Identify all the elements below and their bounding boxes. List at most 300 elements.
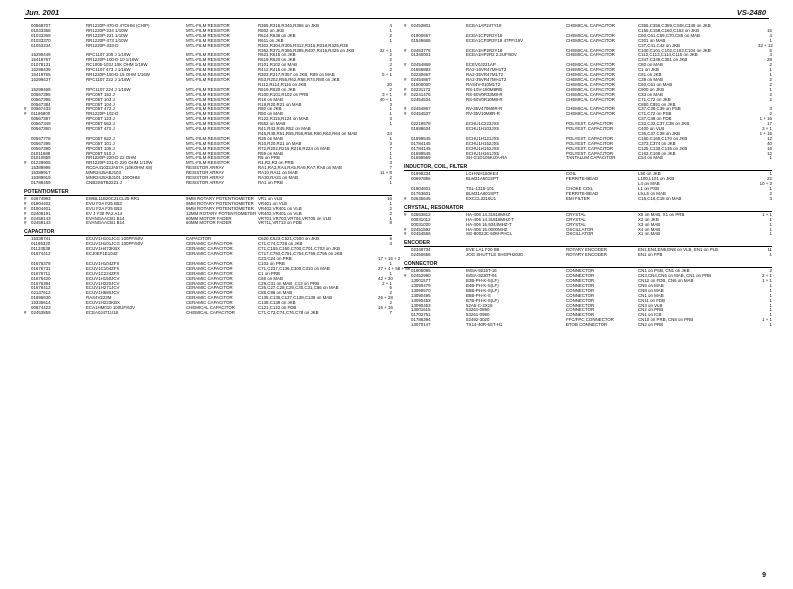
quantity-cell: 5 + 1 [382,72,392,78]
location-cell: R619,R620 on JKB [258,87,296,92]
description-cell: MTL-FILM RESISTOR [186,117,230,122]
part-number-cell: 01702751 [411,312,431,318]
quantity-cell: 1 + 1 [762,211,772,217]
part-number-cell: 01784145 [411,140,431,146]
part-number-cell: 01699545 [411,135,431,141]
part-name-cell: RPC05T 470 J [86,127,115,132]
part-number-cell: 00567390 [31,145,51,151]
description-cell: MTL-FILM RESISTOR [186,77,230,82]
description-cell: CHEMICAL CAPACITOR [566,87,615,92]
quantity-cell: 2 [769,81,772,87]
quantity-cell: 32 + 12 [758,42,773,48]
part-number-cell: 13090453 [411,302,431,308]
part-name-cell: RR1220P-473 1/10W [86,38,128,43]
description-cell: 60MM MOTOR FADER [186,221,232,226]
part-number-cell: 01698545 [411,150,431,156]
quantity-cell: 2 [389,300,392,306]
description-cell: CHEMICAL CAPACITOR [566,107,615,112]
quantity-cell: 1 [389,135,392,141]
description-cell: RESISTOR ARRAY [186,181,225,185]
part-number-cell: 15299439 [31,67,51,73]
part-number-cell: 02454556 [411,231,431,237]
location-cell: C717,C750,C751,C754,C755,C756 on JKB [258,252,343,257]
part-number-cell: 13090570 [411,287,431,293]
part-name-cell: RPC1107 105 J 1/16W [86,53,131,58]
location-cell: R302,R304,R305,R312,R315,R318,R325,R36 [258,43,349,48]
description-cell: 9MM ROTARY POTENTIOMETER [186,196,254,201]
quantity-cell: 1 [769,226,772,232]
location-cell: C347,C349,C351 on JKB [638,58,688,63]
location-cell: RA10,RA11 on MAB [258,171,298,176]
quantity-cell: 2 [769,62,772,68]
location-cell: R36 on MAB [258,136,283,141]
part-name-cell: RS-10V-180M8RB [466,87,503,92]
part-number-cell: 01900667 [411,32,431,38]
description-cell: CRYSTAL [566,212,586,217]
quantity-cell: 1 [389,155,392,161]
mark-cell: # [404,273,407,279]
location-cell: C135,C136,C137,C138,C139 on MAB [258,296,333,301]
part-name-cell: RAS4V223M [86,296,112,301]
part-name-cell: ECUV1H101JCG 100PF/50V [86,237,144,242]
part-number-cell: 02450656 [411,252,431,258]
part-number-cell: 01010859 [31,155,51,161]
description-cell: MTL-FILM RESISTOR [186,87,230,92]
quantity-cell: 2 [769,268,772,274]
location-cell: R72,R202,R215,R216,R224 on MAB [258,146,330,151]
location-cell: C23,C24 on PRB [258,256,292,261]
part-number-cell: 02454869 [411,62,431,68]
part-name-cell: LCH-NH150KE4 [466,172,499,177]
location-cell: R619,R620 on JKB [258,58,296,63]
description-cell: CHEMICAL CAPACITOR [186,310,235,315]
location-cell: CN1 on ICB [638,313,662,318]
quantity-cell: 2 [389,62,392,68]
quantity-cell: 7 [389,309,392,315]
part-name-cell: RPC05T 562 J [86,122,115,127]
description-cell: MTL-FILM RESISTOR [186,136,230,141]
header-rule [24,18,769,19]
location-cell: CN1 on MAB [638,293,664,298]
quantity-cell: 2 [389,86,392,92]
quantity-cell: 1 [769,292,772,298]
part-number-cell: 01676711 [31,270,51,276]
mark-cell: # [24,106,27,112]
quantity-cell: 1 [769,312,772,318]
description-cell: POLYEST. CAPACITOR [566,127,614,132]
part-number-cell: 02137612 [31,290,51,296]
location-cell: VR401 on VLB [258,201,288,206]
part-name-cell: ECEA1HP2R2Y18 [466,48,503,53]
section-heading: ENCODER [404,240,772,247]
part-name-cell: B6B-PH-K-S [466,293,491,298]
part-number-cell: 15299449 [31,52,51,58]
part-number-cell: 02454867 [411,76,431,82]
location-cell: RA1,RA2,RA4,RA5,RA6,RA7,RA8 on MAB [258,166,342,171]
quantity-cell: 4 [769,52,772,58]
part-name-cell: RPC05T 822 J [86,136,115,141]
description-cell: MTL-FILM RESISTOR [186,127,230,132]
part-name-cell: RPC05T 123 J [86,117,115,122]
part-name-cell: RPC1107 473 J 1/16W [86,68,131,73]
part-number-cell: 01788469 [31,180,51,185]
location-cell: R602 on JKB [258,28,284,33]
location-cell: X1 on MAB [638,232,661,237]
quantity-cell: 1 [769,322,772,328]
part-name-cell: RS-50V0R10M8-R [466,97,503,102]
part-number-cell: 00031030 [411,221,431,227]
part-name-cell: B4B-PH-K-S(LF) [466,283,499,288]
location-cell: R112,R114,R116 on JKB [258,82,307,87]
location-cell: C1 on PRB [258,271,280,276]
part-number-cell: 01676412 [31,285,51,291]
part-number-cell: 00567360 [31,126,51,132]
description-cell: POLYEST. CAPACITOR [566,122,614,127]
part-name-cell: 53261-0890 [466,308,490,313]
part-number-cell: 15299468 [31,86,51,92]
part-number-cell: 00567396 [31,96,51,102]
location-cell: RA1 on PRB [258,181,283,185]
quantity-cell: 1 [769,86,772,92]
part-name-cell: RR1220P-221-D 220 OHM 1/10W [86,161,153,166]
part-name-cell: ECJ0EF1E104Z [86,252,118,257]
description-cell: MTL-FILM RESISTOR [186,68,230,73]
description-cell: CONNECTOR [566,293,595,298]
parts-row [404,232,772,237]
part-number-cell: 01904402 [31,200,51,206]
part-name-cell: B7B-PH-K-S(LF) [466,298,499,303]
description-cell: MTL-FILM RESISTOR [186,28,230,33]
mark-cell: # [24,111,27,117]
part-name-cell: EV J Y30 PA2 A14 [86,211,123,216]
mark-cell: # [24,210,27,216]
section-heading: POTENTIOMETER [24,189,392,196]
description-cell: CHEMICAL CAPACITOR [566,68,615,73]
description-cell: CHEMICAL CAPACITOR [566,92,615,97]
part-number-cell: 02231173 [411,86,431,92]
part-name-cell: EWBL11B20C21CL25 RR1 [86,196,140,201]
part-number-cell: 01784145 [411,145,431,151]
location-cell: C85,C86 on MAB [258,291,293,296]
part-name-cell: ECEA1HP2R2 2.2UF/50V [466,53,517,58]
part-name-cell: RR1220P-470-D 47OHM (CHIP) [86,24,150,28]
description-cell: POLYEST. CAPACITOR [566,146,614,151]
part-number-cell: 02553812 [411,211,431,217]
quantity-cell: 16 [767,27,772,33]
part-name-cell: RV-35V10M8R-R [466,112,500,117]
part-name-cell: RR1220P-102-D [86,112,119,117]
location-cell: C620,C623,C521,C500 on JKB [258,237,320,242]
part-name-cell: EVANGAACB1 B14 [86,221,125,226]
part-number-cell: 00567433 [31,106,51,112]
part-name-cell: RC1005-103J 10K OHM 1/16W [86,63,148,68]
description-cell: CONNECTOR [566,303,595,308]
location-cell: R50 on MAB [258,112,283,117]
description-cell: CHEMICAL CAPACITOR [566,63,615,68]
location-cell: R412,R415 on JKB [258,68,296,73]
part-number-cell: 15389919 [31,175,51,181]
quantity-cell: 4 [769,32,772,38]
location-cell: CN10 on PRB, CN8 on PRB [638,318,694,323]
part-name-cell: ECUV1H220JCV [86,281,120,286]
quantity-cell: 1 [389,37,392,43]
quantity-cell: 1 [769,67,772,73]
location-cell: L50 on JKB [638,172,661,177]
quantity-cell: 40 [767,140,772,146]
description-cell: CONNECTOR [566,308,595,313]
description-cell: CHEMICAL CAPACITOR [186,306,235,311]
quantity-cell: 4 [389,23,392,28]
description-cell: MTL-FILM RESISTOR [186,102,230,107]
quantity-cell: 28 [767,57,772,63]
part-name-cell: ECUV1H101JCG 100PF/50V [86,242,144,247]
location-cell: R46,R48,R51,R55,R56,R58,R60,R62,R64 on MAB [258,131,358,136]
description-cell: CHEMICAL CAPACITOR [566,38,615,43]
part-name-cell: B5B-PH-K-S(LF) [466,288,499,293]
quantity-cell: 5 [769,47,772,53]
quantity-cell: 2 [389,175,392,181]
part-number-cell: 01011689 [31,150,51,156]
part-name-cell: JOG SHUTTLE SHGPH2030 [466,253,523,258]
part-name-cell: RPC05T 104 J [86,102,115,107]
part-number-cell: 00567395 [31,140,51,146]
location-cell: R362,R371,R386,R395,R407,R416,R425 on JKB [258,48,355,53]
description-cell: MTL-FILM RESISTOR [186,161,230,166]
description-cell: CHEMICAL CAPACITOR [566,97,615,102]
location-cell: C38 on MAB [638,77,663,82]
location-cell: C54 on MAB [638,156,663,161]
part-number-cell: 02454537 [411,111,431,117]
location-cell: R41,R43,R45,R52 on MAB [258,127,311,132]
location-cell: C355,C356,C359,C348,C349 on JKB [638,24,711,28]
quantity-cell: 32 + 1 [379,47,392,53]
part-name-cell: ECA1HM010 100UF/63V [86,306,136,311]
description-cell: FERRITE-BEAD [566,177,599,182]
quantity-cell: 1 [769,297,772,303]
location-cell: R53,R202,R56,R62,R68,R74,R80 on JKB [258,77,340,82]
location-cell: R614,R636 on JKB [258,33,296,38]
part-name-cell: ECUV1H680JCV [86,291,120,296]
location-cell: R621,R615 on JKB [258,53,296,58]
part-number-cell: 13090479 [411,282,431,288]
part-name-cell: ECEA1CP3R3Y18 47PF/16V [466,38,524,43]
part-name-cell: 52A5-C-2X15 [466,303,493,308]
description-cell: RESISTOR ARRAY [186,166,225,171]
part-number-cell: 02453776 [411,47,431,53]
description-cell: CONNECTOR [566,298,595,303]
description-cell: CAPACITOR [186,237,212,242]
quantity-cell: 1 + 16 [759,130,772,136]
part-number-cell: 01905095 [411,268,431,274]
description-cell: CERAMIC CAPACITOR [186,261,233,266]
description-cell: CERAMIC CAPACITOR [186,286,233,291]
part-number-cell: 02409191 [31,210,51,216]
part-name-cell: B3B-PH-K-S(LF) [466,278,499,283]
part-number-cell: 13070147 [411,322,431,328]
part-number-cell: 02348734 [411,247,431,253]
mark-cell: # [404,91,407,97]
part-number-cell: 15339741 [31,236,51,242]
location-cell: C160,C165,C170 on JKB [638,136,688,141]
mark-cell: # [404,23,407,28]
part-number-cell: 01900000 [411,81,431,87]
location-cell: C850,C851 on JKB [638,102,676,107]
quantity-cell: 1 + 16 [759,116,772,122]
quantity-cell: 6 [389,236,392,242]
location-cell: RA30,RA31 on MAB [258,176,299,181]
location-cell: R59 on MAB [258,151,283,156]
part-number-cell: 15419757 [31,57,51,63]
quantity-cell: 27 + 4 + 58 + 58 [378,265,411,271]
section-heading: INDUCTOR, COIL, FILTER [404,164,772,171]
location-cell: C37,C38,C39 on PSB [638,107,681,112]
part-number-cell: 01078131 [31,62,51,68]
location-cell: C60,C61,C69,C70,C85 on MAB [638,33,700,38]
description-cell: CHEMICAL CAPACITOR [566,82,615,87]
part-number-cell: 00031012 [411,216,431,222]
quantity-cell: 1 [769,302,772,308]
mark-cell: # [404,231,407,237]
description-cell: MTL-FILM RESISTOR [186,151,230,156]
part-name-cell: ECUV1C224ZFX [86,271,120,276]
location-cell: R100,R101,R102 on PRB [258,92,309,97]
quantity-cell: 2 [389,67,392,73]
part-name-cell: RR1220P-221 1/10W [86,33,128,38]
location-cell: C125,C130,C135 on JKB [638,146,688,151]
description-cell: CERAMIC CAPACITOR [186,291,233,296]
part-name-cell: SH-G1D105K/ZA-RA [466,156,508,161]
part-number-cell: 00567778 [31,135,51,141]
quantity-cell: 2 [769,191,772,196]
description-cell: ROTARY ENCODER [566,253,607,258]
quantity-cell: 3 + 1 [382,91,392,97]
section-heading: CONNECTOR [404,261,772,268]
location-cell: C80 on MAB [638,63,663,68]
location-cell: R10,R20,R21 on MAB [258,141,302,146]
part-number-cell: 02454867 [411,106,431,112]
location-cell: R365,R315,R345,R356 on JKB [258,24,320,28]
part-name-cell: RR1220P-220-D 22 OHM [86,156,137,161]
quantity-cell: 16 [767,145,772,151]
quantity-cell: 16 + 16 [378,305,393,311]
part-name-cell: RA2-35VR47M1T2 [466,73,504,78]
part-number-cell: 00567349 [31,121,51,127]
description-cell: POLYEST. CAPACITOR [566,136,614,141]
part-name-cell: RCDA41033JA57A (10KOHM X8) [86,166,153,171]
part-name-cell: ECUV1H271JCV [86,286,120,291]
part-number-cell: 01656893 [411,67,431,73]
part-number-cell: 01186800 [31,111,51,117]
mark-cell: # [404,47,407,53]
description-cell: MTL-FILM RESISTOR [186,92,230,97]
description-cell: CONNECTOR [566,274,595,279]
quantity-cell: 2 [389,205,392,211]
quantity-cell: 3 [769,106,772,112]
part-name-cell: ECUV1H104ZFX [86,261,120,266]
location-cell: CN11 on FDB [638,298,666,303]
description-cell: CERAMIC CAPACITOR [186,276,233,281]
part-name-cell: MNR34J5ABJ101 100OHM [86,176,140,181]
location-cell: CN2 on PRB [638,308,664,313]
part-name-cell: RPC05T 152 J [86,92,115,97]
location-cell: R303,R317,R357 on JKB, R89 on MAB [258,73,335,78]
mark-cell: # [404,111,407,117]
location-cell: R562 on MAB [258,122,286,127]
parts-row [404,323,772,328]
location-cell: C373,C374 on JKB [638,141,676,146]
part-number-cell: 01676731 [31,265,51,271]
quantity-cell: 2 + 1 [382,280,392,286]
mark-cell: # [24,160,27,166]
part-number-cell: 15299437 [31,76,51,82]
quantity-cell: 3 [389,241,392,247]
part-name-cell: BLM31A601SPT [466,192,499,196]
location-cell: X2 on JKB [638,217,659,222]
part-name-cell: HA-406 16.9344MHZ-T [466,222,512,227]
location-cell: R5 on PRB [258,156,280,161]
part-name-cell: RPC05T 105 J [86,146,115,151]
mark-cell: # [24,309,27,315]
part-number-cell: 01033368 [31,27,51,33]
part-number-cell: 01904601 [411,186,431,192]
part-name-cell: HA-406 16.0000MHZ [466,227,508,232]
quantity-cell: 2 [769,76,772,82]
quantity-cell: 1 [389,200,392,206]
quantity-cell: 2 [389,52,392,58]
description-cell: CONNECTOR [566,278,595,283]
quantity-cell: 12 [767,150,772,156]
part-number-cell: 13090453 [411,297,431,303]
description-cell: MTL-FILM RESISTOR [186,112,230,117]
part-name-cell: ECHU1H161JX5 [466,151,499,156]
quantity-cell: 2 + 1 [762,273,772,279]
part-name-cell: IMSA-9215T-16 [466,269,497,274]
quantity-cell: 2 [389,290,392,296]
quantity-cell: 1 + 1 [762,317,772,323]
description-cell: MTL-FILM RESISTOR [186,58,230,63]
quantity-cell: 1 [389,260,392,266]
location-cell: VR402,VR401 on VLB [258,206,302,211]
quantity-cell: 12 [767,135,772,141]
quantity-cell: 16 [387,195,392,201]
part-name-cell: EVANGAACB1 B14 [86,216,125,221]
part-name-cell: ECEA1AP247Y18 [466,24,502,28]
location-cell: X3 on MAB [638,222,661,227]
part-number-cell: 13001615 [411,307,431,313]
part-name-cell: RPC05T 472 J [86,107,115,112]
description-cell: COIL [566,172,577,177]
part-number-cell: 01696630 [31,295,51,301]
mark-cell [24,181,31,186]
mark-cell: # [404,211,407,217]
location-cell: VR701,VR703,VR704,VR705 on VLB [258,216,331,221]
parts-row [24,221,392,226]
quantity-cell: 11 + 8 [379,170,392,176]
quantity-cell: 3 [389,160,392,166]
part-number-cell: 02453859 [31,309,51,315]
description-cell: OSCILLATOR [566,232,594,237]
description-cell: RESISTOR ARRAY [186,171,225,176]
part-number-cell: 00674423 [31,305,51,311]
part-name-cell: RR1220P-333-D [86,43,119,48]
part-name-cell: RPC1107 222 J 1/16W [86,77,131,82]
quantity-cell: 1 [769,171,772,177]
quantity-cell: 1 [389,27,392,33]
section-heading: CRYSTAL, RESONATOR [404,205,772,212]
quantity-cell: 26 + 28 [378,295,393,301]
part-number-cell: 02452990 [411,273,431,279]
header-date: Jun. 2001 [25,8,60,17]
